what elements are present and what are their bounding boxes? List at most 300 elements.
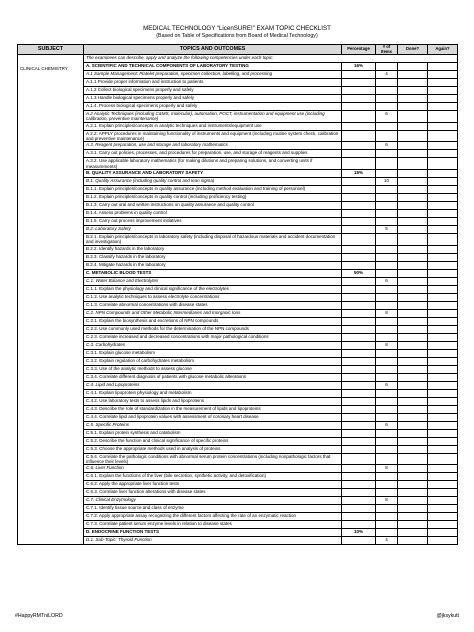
topic-cell: C.6. Liver Function [84, 465, 342, 473]
topic-cell: B.1.1. Explain principles/concepts in quality assurance (including method evaluation and training of personnel) [84, 185, 342, 193]
checklist-row [18, 473, 458, 481]
percentage-cell [342, 309, 376, 317]
topic-cell: C.5.4. Correlate the pathologic conditions with abnormal serum protein concentrations (including nonpathologic factors that influence their levels) [84, 453, 342, 465]
checklist-row [18, 201, 458, 209]
items-cell: 8 [376, 497, 398, 505]
intro-text: The examinees can describe, apply and analyze the following competencies under each topic: [84, 55, 458, 63]
done-checkbox-cell[interactable] [398, 357, 428, 365]
items-cell [376, 333, 398, 341]
percentage-cell [342, 150, 376, 158]
done-checkbox-cell[interactable] [398, 95, 428, 103]
column-header-topics: TOPICS AND OUTCOMES [84, 45, 342, 55]
again-checkbox-cell[interactable] [428, 253, 458, 261]
checklist-row [18, 309, 458, 317]
done-checkbox-cell[interactable] [398, 429, 428, 437]
done-checkbox-cell[interactable] [398, 185, 428, 193]
done-checkbox-cell[interactable] [398, 309, 428, 317]
done-checkbox-cell[interactable] [398, 269, 428, 277]
again-checkbox-cell[interactable] [428, 537, 458, 545]
percentage-cell [342, 373, 376, 381]
again-checkbox-cell[interactable] [428, 201, 458, 209]
percentage-cell [342, 397, 376, 405]
again-checkbox-cell[interactable] [428, 269, 458, 277]
again-checkbox-cell[interactable] [428, 389, 458, 397]
checklist-row [18, 429, 458, 437]
again-checkbox-cell[interactable] [428, 158, 458, 170]
checklist-row [18, 465, 458, 473]
document-header [0, 25, 474, 40]
done-checkbox-cell[interactable] [398, 217, 428, 225]
done-checkbox-cell[interactable] [398, 301, 428, 309]
topic-cell: C.1.2. Use analytic techniques to assess electrolyte concentrations [84, 293, 342, 301]
items-cell [376, 317, 398, 325]
done-checkbox-cell[interactable] [398, 381, 428, 389]
again-checkbox-cell[interactable] [428, 130, 458, 142]
topic-checklist-table [17, 44, 458, 545]
again-checkbox-cell[interactable] [428, 317, 458, 325]
percentage-cell [342, 130, 376, 142]
again-checkbox-cell[interactable] [428, 87, 458, 95]
topic-cell: A.1.1 Provide proper information and instruction to patients [84, 79, 342, 87]
topic-cell: A.1.3 Handle biological specimens properly and safely [84, 95, 342, 103]
checklist-row [18, 381, 458, 389]
again-checkbox-cell[interactable] [428, 95, 458, 103]
done-checkbox-cell[interactable] [398, 489, 428, 497]
topic-cell: B.2.3. Classify hazards in the laboratory [84, 253, 342, 261]
again-checkbox-cell[interactable] [428, 169, 458, 177]
topic-cell: C. METABOLIC BLOOD TESTS [84, 269, 342, 277]
again-checkbox-cell[interactable] [428, 285, 458, 293]
again-checkbox-cell[interactable] [428, 405, 458, 413]
again-checkbox-cell[interactable] [428, 489, 458, 497]
percentage-cell [342, 333, 376, 341]
items-cell [376, 185, 398, 193]
again-checkbox-cell[interactable] [428, 177, 458, 185]
percentage-cell [342, 245, 376, 253]
percentage-cell [342, 325, 376, 333]
topic-cell: A.3.2. Use applicable laboratory mathematics (for making dilutions and preparing solutions, and converting units if measurements) [84, 158, 342, 170]
items-cell [376, 445, 398, 453]
items-cell [376, 521, 398, 529]
percentage-cell [342, 365, 376, 373]
items-cell [376, 349, 398, 357]
topic-cell: B.1.2. Explain principles/concepts in quality control (including proficiency testing) [84, 193, 342, 201]
topic-cell: B. QUALITY ASSURANCE AND LABORATORY SAFETY [84, 169, 342, 177]
topic-cell: C.4.3. Describe the role of standardization in the measurement of lipids and lipoproteins [84, 405, 342, 413]
again-checkbox-cell[interactable] [428, 497, 458, 505]
again-checkbox-cell[interactable] [428, 261, 458, 269]
done-checkbox-cell[interactable] [398, 397, 428, 405]
done-checkbox-cell[interactable] [398, 253, 428, 261]
checklist-row [18, 421, 458, 429]
percentage-cell [342, 293, 376, 301]
again-checkbox-cell[interactable] [428, 111, 458, 123]
percentage-cell [342, 465, 376, 473]
done-checkbox-cell[interactable] [398, 405, 428, 413]
percentage-cell [342, 513, 376, 521]
percentage-cell [342, 217, 376, 225]
checklist-row [18, 158, 458, 170]
percentage-cell [342, 209, 376, 217]
again-checkbox-cell[interactable] [428, 445, 458, 453]
percentage-cell [342, 473, 376, 481]
again-checkbox-cell[interactable] [428, 325, 458, 333]
checklist-row [18, 497, 458, 505]
topic-cell: D. ENDOCRINE FUNCTION TESTS [84, 529, 342, 537]
checklist-row [18, 111, 458, 123]
topic-cell: C.4. Lipid and Lipoproteins [84, 381, 342, 389]
done-checkbox-cell[interactable] [398, 111, 428, 123]
percentage-cell [342, 79, 376, 87]
checklist-row [18, 405, 458, 413]
topic-cell: B.2.2. Identify hazards in the laboratory [84, 245, 342, 253]
again-checkbox-cell[interactable] [428, 63, 458, 71]
topic-cell: C.6.3. Correlate liver function alterations with disease states [84, 489, 342, 497]
again-checkbox-cell[interactable] [428, 225, 458, 233]
again-checkbox-cell[interactable] [428, 333, 458, 341]
checklist-row [18, 521, 458, 529]
checklist-row [18, 261, 458, 269]
again-checkbox-cell[interactable] [428, 421, 458, 429]
topic-cell: C.3. Carbohydrates [84, 341, 342, 349]
done-checkbox-cell[interactable] [398, 365, 428, 373]
topic-cell: C.5.1. Explain protein synthesis and catabolism [84, 429, 342, 437]
items-cell [376, 130, 398, 142]
done-checkbox-cell[interactable] [398, 529, 428, 537]
done-checkbox-cell[interactable] [398, 325, 428, 333]
done-checkbox-cell[interactable] [398, 505, 428, 513]
percentage-cell [342, 233, 376, 245]
checklist-row [18, 437, 458, 445]
done-checkbox-cell[interactable] [398, 413, 428, 421]
done-checkbox-cell[interactable] [398, 233, 428, 245]
done-checkbox-cell[interactable] [398, 373, 428, 381]
percentage-cell [342, 158, 376, 170]
percentage-cell [342, 505, 376, 513]
column-header-done: Done? [398, 45, 428, 55]
again-checkbox-cell[interactable] [428, 513, 458, 521]
items-cell: 8 [376, 309, 398, 317]
again-checkbox-cell[interactable] [428, 365, 458, 373]
done-checkbox-cell[interactable] [398, 341, 428, 349]
checklist-row [18, 301, 458, 309]
checklist-row [18, 445, 458, 453]
checklist-row [18, 122, 458, 130]
done-checkbox-cell[interactable] [398, 445, 428, 453]
items-cell [376, 357, 398, 365]
done-checkbox-cell[interactable] [398, 177, 428, 185]
checklist-row [18, 481, 458, 489]
checklist-row [18, 177, 458, 185]
items-cell [376, 397, 398, 405]
done-checkbox-cell[interactable] [398, 481, 428, 489]
done-checkbox-cell[interactable] [398, 87, 428, 95]
again-checkbox-cell[interactable] [428, 277, 458, 285]
checklist-row [18, 185, 458, 193]
checklist-row [18, 79, 458, 87]
done-checkbox-cell[interactable] [398, 122, 428, 130]
done-checkbox-cell[interactable] [398, 349, 428, 357]
topic-cell: B.1.4. Assess problems in quality control [84, 209, 342, 217]
items-cell: 6 [376, 381, 398, 389]
done-checkbox-cell[interactable] [398, 169, 428, 177]
items-cell: 10 [376, 177, 398, 185]
done-checkbox-cell[interactable] [398, 317, 428, 325]
percentage-cell [342, 521, 376, 529]
items-cell: 6 [376, 111, 398, 123]
done-checkbox-cell[interactable] [398, 130, 428, 142]
checklist-row [18, 513, 458, 521]
again-checkbox-cell[interactable] [428, 209, 458, 217]
percentage-cell [342, 87, 376, 95]
again-checkbox-cell[interactable] [428, 301, 458, 309]
done-checkbox-cell[interactable] [398, 285, 428, 293]
again-checkbox-cell[interactable] [428, 437, 458, 445]
done-checkbox-cell[interactable] [398, 63, 428, 71]
done-checkbox-cell[interactable] [398, 142, 428, 150]
done-checkbox-cell[interactable] [398, 453, 428, 465]
items-cell [376, 233, 398, 245]
again-checkbox-cell[interactable] [428, 309, 458, 317]
topic-cell: C.7.1. Identify tissue source and class of enzyme [84, 505, 342, 513]
topic-cell: A.1.2 Collect biological specimens properly and safely [84, 87, 342, 95]
again-checkbox-cell[interactable] [428, 122, 458, 130]
topic-cell: B.1.3. Carry out oral and written instructions on quality assurance and quality control [84, 201, 342, 209]
again-checkbox-cell[interactable] [428, 293, 458, 301]
checklist-row [18, 293, 458, 301]
percentage-cell [342, 489, 376, 497]
checklist-row [18, 357, 458, 365]
document-title: MEDICAL TECHNOLOGY “LicenSURE!” EXAM TOPIC CHECKLIST [143, 25, 331, 32]
items-cell [376, 529, 398, 537]
percentage-cell [342, 497, 376, 505]
percentage-cell [342, 301, 376, 309]
items-cell [376, 169, 398, 177]
done-checkbox-cell[interactable] [398, 537, 428, 545]
again-checkbox-cell[interactable] [428, 349, 458, 357]
topic-cell: C.5.3. Choose the appropriate methods used in analysis of proteins [84, 445, 342, 453]
column-header-row [18, 45, 458, 55]
done-checkbox-cell[interactable] [398, 421, 428, 429]
again-checkbox-cell[interactable] [428, 150, 458, 158]
again-checkbox-cell[interactable] [428, 381, 458, 389]
checklist-row [18, 225, 458, 233]
checklist-row [18, 193, 458, 201]
done-checkbox-cell[interactable] [398, 103, 428, 111]
items-cell [376, 261, 398, 269]
items-cell [376, 481, 398, 489]
checklist-row [18, 233, 458, 245]
items-cell [376, 405, 398, 413]
percentage-cell [342, 95, 376, 103]
again-checkbox-cell[interactable] [428, 505, 458, 513]
percentage-cell [342, 537, 376, 545]
done-checkbox-cell[interactable] [398, 225, 428, 233]
checklist-row [18, 87, 458, 95]
checklist-row [18, 413, 458, 421]
percentage-cell [342, 185, 376, 193]
percentage-cell [342, 71, 376, 79]
percentage-cell [342, 437, 376, 445]
checklist-row [18, 253, 458, 261]
again-checkbox-cell[interactable] [428, 103, 458, 111]
checklist-row [18, 317, 458, 325]
topic-cell: A.2 Analytic Techniques (including C&MS, molecular), automation, POCT, instrumentation and equipment use (including calibration, preventive maintenance) [84, 111, 342, 123]
percentage-cell [342, 453, 376, 465]
done-checkbox-cell[interactable] [398, 277, 428, 285]
checklist-row [18, 63, 458, 71]
done-checkbox-cell[interactable] [398, 437, 428, 445]
items-cell: 5 [376, 225, 398, 233]
checklist-row [18, 365, 458, 373]
topic-cell: C.7. Clinical Enzymology [84, 497, 342, 505]
again-checkbox-cell[interactable] [428, 185, 458, 193]
done-checkbox-cell[interactable] [398, 261, 428, 269]
items-cell [376, 193, 398, 201]
topic-cell: C.5. Specific Proteins [84, 421, 342, 429]
topic-cell: B.1. Quality Assurance (including quality control and lean sigma) [84, 177, 342, 185]
document-subtitle: (Based on Table of Specifications from Board of Medical Technology) [156, 33, 318, 39]
done-checkbox-cell[interactable] [398, 201, 428, 209]
again-checkbox-cell[interactable] [428, 397, 458, 405]
checklist-row [18, 150, 458, 158]
done-checkbox-cell[interactable] [398, 389, 428, 397]
done-checkbox-cell[interactable] [398, 158, 428, 170]
done-checkbox-cell[interactable] [398, 245, 428, 253]
column-header-subject: SUBJECT [18, 45, 84, 55]
column-header-items: # of Items [376, 45, 398, 55]
footer-handle: @jksykutt [436, 613, 459, 619]
topic-cell: C.2. NPN Compounds and Other Metabolic Intermediaries and Inorganic Ions [84, 309, 342, 317]
checklist-row [18, 373, 458, 381]
items-cell [376, 63, 398, 71]
topic-cell: C.1. Water Balance and Electrolytes [84, 277, 342, 285]
items-cell [376, 365, 398, 373]
items-cell [376, 269, 398, 277]
done-checkbox-cell[interactable] [398, 193, 428, 201]
topic-cell: B.1.5. Carry out process improvement initiatives [84, 217, 342, 225]
checklist-row [18, 333, 458, 341]
again-checkbox-cell[interactable] [428, 429, 458, 437]
done-checkbox-cell[interactable] [398, 209, 428, 217]
percentage-cell [342, 349, 376, 357]
items-cell [376, 209, 398, 217]
percentage-cell [342, 429, 376, 437]
items-cell [376, 293, 398, 301]
again-checkbox-cell[interactable] [428, 245, 458, 253]
topic-cell: B.2. Laboratory Safety [84, 225, 342, 233]
topic-cell: C.3.2. Explain regulation of carbohydrates metabolism [84, 357, 342, 365]
again-checkbox-cell[interactable] [428, 413, 458, 421]
percentage-cell [342, 357, 376, 365]
again-checkbox-cell[interactable] [428, 453, 458, 465]
topic-cell: A.3. Reagent preparation, use and storage and laboratory mathematics [84, 142, 342, 150]
topic-cell: C.3.3. Use of the analytic methods to assess glucose [84, 365, 342, 373]
topic-cell: A.2.1. Explain principles/concepts in analytic techniques and instruments/equipment use [84, 122, 342, 130]
items-cell [376, 505, 398, 513]
items-cell [376, 103, 398, 111]
percentage-cell [342, 253, 376, 261]
percentage-cell [342, 225, 376, 233]
again-checkbox-cell[interactable] [428, 193, 458, 201]
again-checkbox-cell[interactable] [428, 71, 458, 79]
items-cell: 4 [376, 71, 398, 79]
done-checkbox-cell[interactable] [398, 333, 428, 341]
topic-cell: C.4.1. Explain lipoprotein physiology and metabolism [84, 389, 342, 397]
again-checkbox-cell[interactable] [428, 529, 458, 537]
topic-cell: A.2.2. APPLY procedures in maintaining functionality of instruments and equipment (including routine system check, calibration and preventive maintenance) [84, 130, 342, 142]
column-header-percentage: Percentage [342, 45, 376, 55]
items-cell [376, 285, 398, 293]
done-checkbox-cell[interactable] [398, 150, 428, 158]
topic-cell: A.1.4. Process biological specimens properly and safely [84, 103, 342, 111]
topic-cell: A.3.1. Carry out policies, processes, and procedures for preparation, use, and storage of reagents and supplies [84, 150, 342, 158]
checklist-row [18, 505, 458, 513]
items-cell [376, 95, 398, 103]
percentage-cell [342, 142, 376, 150]
topic-cell: C.7.2. Apply appropriate assay recognizing the different factors affecting the rate of an enzymatic reaction [84, 513, 342, 521]
items-cell [376, 429, 398, 437]
done-checkbox-cell[interactable] [398, 521, 428, 529]
checklist-row [18, 169, 458, 177]
topic-cell: C.6.1. Explain the functions of the liver (bile secretion, synthetic activity, and detoxification) [84, 473, 342, 481]
items-cell [376, 513, 398, 521]
again-checkbox-cell[interactable] [428, 341, 458, 349]
done-checkbox-cell[interactable] [398, 513, 428, 521]
percentage-cell [342, 445, 376, 453]
checklist-row [18, 217, 458, 225]
topic-cell: C.4.4. Correlate lipid and lipoprotein values with assessment of coronary heart disease [84, 413, 342, 421]
again-checkbox-cell[interactable] [428, 357, 458, 365]
percentage-cell: 10% [342, 529, 376, 537]
again-checkbox-cell[interactable] [428, 233, 458, 245]
topic-cell: B.2.1. Explain principles/concepts in laboratory safety (including disposal of hazardous materials and accident documentation and investigation) [84, 233, 342, 245]
checklist-row [18, 349, 458, 357]
again-checkbox-cell[interactable] [428, 142, 458, 150]
percentage-cell [342, 261, 376, 269]
again-checkbox-cell[interactable] [428, 465, 458, 473]
topic-cell: C.3.1. Explain glucose metabolism [84, 349, 342, 357]
items-cell [376, 201, 398, 209]
percentage-cell [342, 341, 376, 349]
again-checkbox-cell[interactable] [428, 521, 458, 529]
items-cell [376, 489, 398, 497]
done-checkbox-cell[interactable] [398, 293, 428, 301]
again-checkbox-cell[interactable] [428, 473, 458, 481]
percentage-cell [342, 413, 376, 421]
items-cell [376, 87, 398, 95]
percentage-cell [342, 405, 376, 413]
percentage-cell [342, 177, 376, 185]
again-checkbox-cell[interactable] [428, 217, 458, 225]
done-checkbox-cell[interactable] [398, 497, 428, 505]
topic-cell: C.5.2. Describe the function and clinical significance of specific proteins [84, 437, 342, 445]
checklist-row [18, 285, 458, 293]
done-checkbox-cell[interactable] [398, 71, 428, 79]
again-checkbox-cell[interactable] [428, 373, 458, 381]
done-checkbox-cell[interactable] [398, 473, 428, 481]
done-checkbox-cell[interactable] [398, 465, 428, 473]
items-cell [376, 150, 398, 158]
again-checkbox-cell[interactable] [428, 481, 458, 489]
again-checkbox-cell[interactable] [428, 79, 458, 87]
items-cell [376, 122, 398, 130]
percentage-cell [342, 277, 376, 285]
done-checkbox-cell[interactable] [398, 79, 428, 87]
subject-cell: CLINICAL CHEMISTRY [18, 55, 84, 545]
topic-cell: C.6.2. Apply the appropriate liver function tests [84, 481, 342, 489]
column-header-again: Again? [428, 45, 458, 55]
